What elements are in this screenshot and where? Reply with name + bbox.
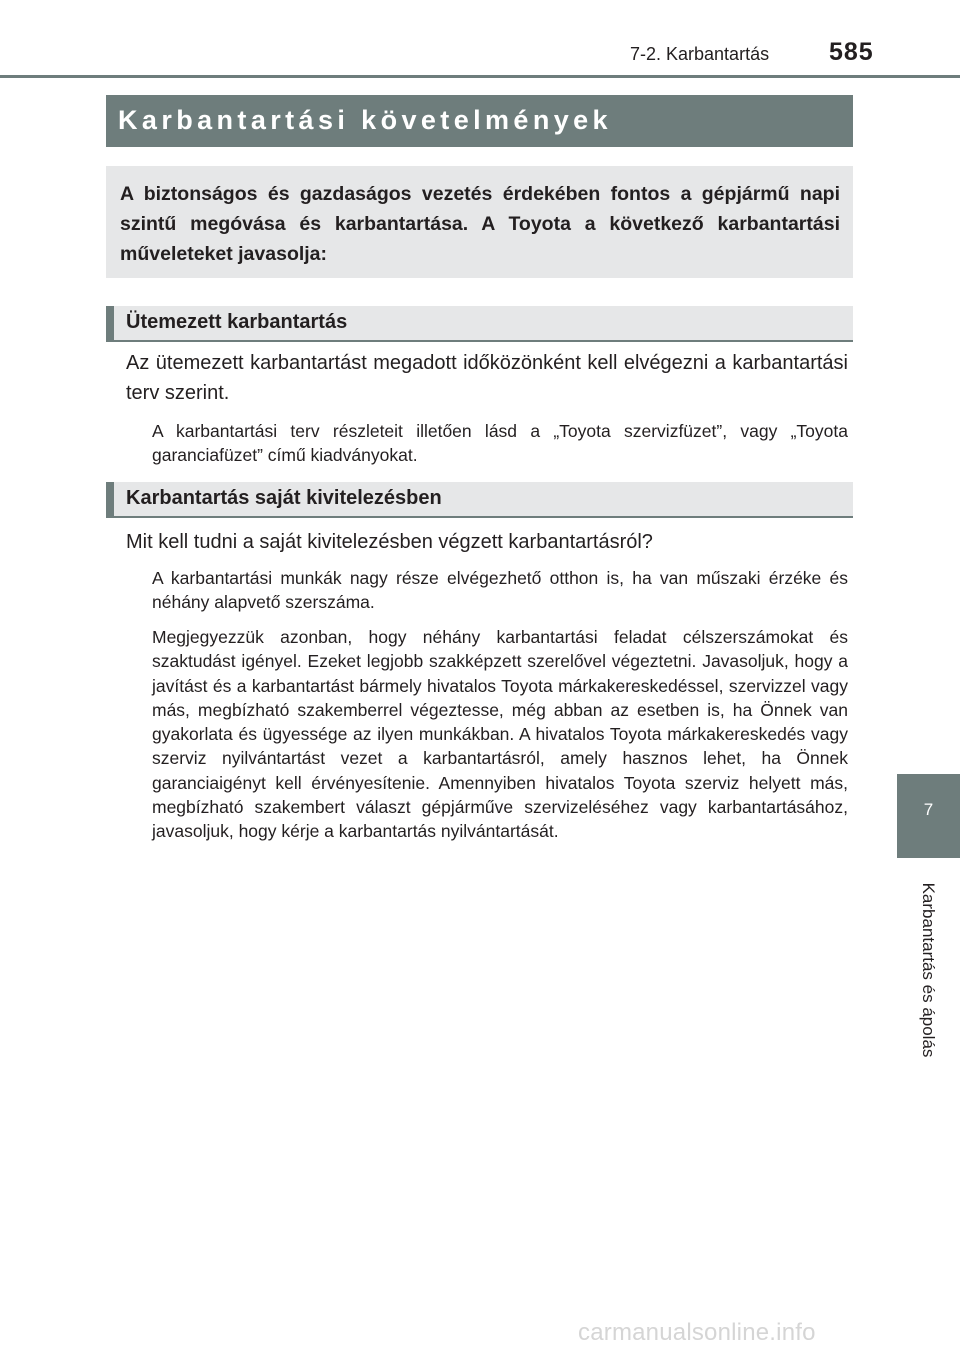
page-number: 585: [829, 38, 874, 66]
chapter-tab[interactable]: [897, 774, 960, 858]
chapter-number: 7: [923, 800, 934, 819]
heading-accent-bar: [106, 306, 114, 340]
heading-accent-bar: [106, 482, 114, 516]
section-heading-scheduled-maintenance: [106, 306, 853, 342]
page-title: Karbantartási követelmények: [118, 105, 612, 135]
chapter-label: Karbantartás és ápolás: [919, 882, 938, 1058]
diy-maintenance-question: Mit kell tudni a saját kivitelezésben végzett karbantartásról?: [126, 531, 653, 553]
section-heading-label: Ütemezett karbantartás: [126, 311, 348, 333]
section-heading-diy-maintenance: [106, 482, 853, 518]
scheduled-maintenance-text: Az ütemezett karbantartást megadott időközönként kell elvégezni a karbantartási terv szerint.: [126, 352, 848, 404]
header-divider: [0, 75, 960, 78]
watermark: carmanualsonline.info: [578, 1319, 816, 1346]
page-title-bar: [106, 95, 853, 147]
intro-box: [106, 166, 853, 278]
diy-maintenance-note-2: Megjegyezzük azonban, hogy néhány karbantartási feladat célszerszámokat és szaktudást igényel. Ezeket legjobb szakképzett szerelővel végeztetni. Javasoljuk, hogy a javítást és a karbantartást bármely hivatalos Toyota márkakereskedéssel, szervizzel vagy más, megbízható szakemberrel végeztesse, még abban az esetben is, ha Önnek van gyakorlata és ügyessége az ilyen munkákban. A hivatalos Toyota márkakereskedés vagy szerviz nyilvántartást vezet a karbantartásról, amely hasznos lehet, ha Önnek garanciaigényt kell érvényesítenie. Amennyiben hivatalos Toyota szerviz helyett más, megbízható szakembert választ gépjárműve szervizeléséhez vagy karbantartásához, javasoljuk, hogy kérje a karbantartás nyilvántartását.: [152, 627, 848, 842]
diy-maintenance-note-1: A karbantartási munkák nagy része elvégezhető otthon is, ha van műszaki érzéke és néhány alapvető szerszáma.: [152, 568, 848, 613]
section-heading-label: Karbantartás saját kivitelezésben: [126, 487, 442, 509]
scheduled-maintenance-note: A karbantartási terv részleteit illetően lásd a „Toyota szervizfüzet”, vagy „Toyota garanciafüzet” című kiadványokat.: [152, 421, 848, 466]
intro-text: A biztonságos és gazdaságos vezetés érdekében fontos a gépjármű napi szintű megóvása és karbantartása. A Toyota a következő karbantartási műveleteket javasolja:: [120, 183, 840, 265]
running-header-section: 7-2. Karbantartás: [630, 44, 770, 64]
